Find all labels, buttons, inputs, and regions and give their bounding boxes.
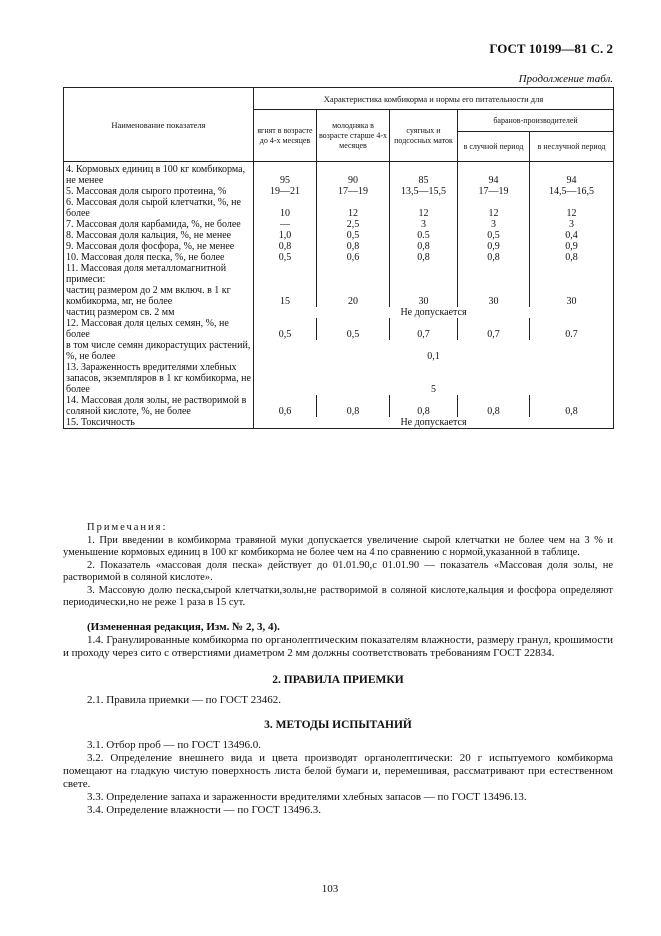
value-cell: 0,6 <box>254 395 317 417</box>
indicator-name: 15. Токсичность <box>64 417 254 429</box>
indicator-name: 13. Зараженность вредителями хлебных запасов, экземпляров в 1 кг комбикорма, не более <box>64 362 254 395</box>
value-cell: 85 <box>390 162 458 187</box>
indicator-name: 5. Массовая доля сырого протеина, % <box>64 186 254 197</box>
value-cell: 0,8 <box>530 252 614 263</box>
value-cell-span: 0,1 <box>254 340 614 362</box>
indicator-name: 8. Массовая доля кальция, %, не менее <box>64 230 254 241</box>
value-cell: 0,8 <box>317 395 390 417</box>
value-cell: 3 <box>530 219 614 230</box>
value-cell-span: Не допускается <box>254 417 614 429</box>
value-cell: 0,7 <box>390 318 458 340</box>
value-cell: 0,5 <box>458 230 530 241</box>
value-cell: 3 <box>458 219 530 230</box>
value-cell: 0,8 <box>458 395 530 417</box>
table-continuation-note: Продолжение табл. <box>518 73 613 85</box>
value-cell: 94 <box>530 162 614 187</box>
value-cell: 0,9 <box>458 241 530 252</box>
column-header-indicator: Наименование показателя <box>64 88 254 162</box>
column-group-rams: баранов-производителей <box>458 110 614 132</box>
value-cell: 3 <box>390 219 458 230</box>
table-row <box>64 285 614 307</box>
value-cell: 13,5—15,5 <box>390 186 458 197</box>
value-cell: 0,8 <box>390 395 458 417</box>
paragraph-3-1: 3.1. Отбор проб — по ГОСТ 13496.0. <box>87 739 261 751</box>
value-cell: 0,5 <box>317 230 390 241</box>
notes-title: Примечания: <box>87 522 168 533</box>
nutrition-table <box>63 87 614 429</box>
table-row <box>64 241 614 252</box>
table-row <box>64 230 614 241</box>
indicator-name: 14. Массовая доля золы, не растворимой в соляной кислоте, %, не более <box>64 395 254 417</box>
value-cell: 10 <box>254 197 317 219</box>
value-cell: 94 <box>458 162 530 187</box>
paragraph-3-3: 3.3. Определение запаха и зараженности вредителями хлебных запасов — по ГОСТ 13496.13. <box>87 791 527 803</box>
value-cell: 0,4 <box>530 230 614 241</box>
paragraph-1-4: 1.4. Гранулированные комбикорма по органолептическим показателям влажности, размеру гранул, крошимости и проходу через сито с отверстиями диаметром 2 мм должны соответствовать требованиям ГОСТ 22834. <box>63 634 613 659</box>
indicator-name: 11. Массовая доля металломагнитной примеси: <box>64 263 254 285</box>
table-row <box>64 197 614 219</box>
paragraph-3-2: 3.2. Определение внешнего вида и цвета производят органолептически: 20 г испытуемого комбикорма помещают на гладкую чистую поверхность листа белой бумаги и, перемешивая, рассматривают при естественном свете. <box>63 752 613 790</box>
table-row <box>64 417 614 429</box>
value-cell: 15 <box>254 285 317 307</box>
indicator-name: 7. Массовая доля карбамида, %, не более <box>64 219 254 230</box>
indicator-name: 10. Массовая доля песка, %, не более <box>64 252 254 263</box>
value-cell <box>458 263 530 285</box>
value-cell-span: Не допускается <box>254 307 614 318</box>
edition-note: (Измененная редакция, Изм. № 2, 3, 4). <box>87 621 280 633</box>
table-row <box>64 252 614 263</box>
value-cell <box>254 263 317 285</box>
table-row <box>64 362 614 395</box>
value-cell <box>530 263 614 285</box>
column-group-header: Характеристика комбикорма и нормы его питательности для <box>254 88 614 110</box>
value-cell: 12 <box>390 197 458 219</box>
indicator-name: 12. Массовая доля целых семян, %, не более <box>64 318 254 340</box>
value-cell <box>317 263 390 285</box>
value-cell: 17—19 <box>458 186 530 197</box>
page-header: ГОСТ 10199—81 С. 2 <box>489 41 613 56</box>
value-cell: 0,7 <box>458 318 530 340</box>
indicator-name: 4. Кормовых единиц в 100 кг комбикорма, не менее <box>64 162 254 187</box>
table-row <box>64 162 614 187</box>
note-3: 3. Массовую долю песка,сырой клетчатки,золы,не растворимой в соляной кислоте,кальция и фосфора определяют периодически,но не реже 1 раза в 15 сут. <box>63 584 613 608</box>
section-3-title: 3. МЕТОДЫ ИСПЫТАНИЙ <box>264 719 412 731</box>
table-row <box>64 263 614 285</box>
indicator-name: в том числе семян дикорастущих растений, %, не более <box>64 340 254 362</box>
value-cell: 30 <box>390 285 458 307</box>
value-cell: 17—19 <box>317 186 390 197</box>
value-cell: 30 <box>530 285 614 307</box>
value-cell-span: 5 <box>254 362 614 395</box>
table-row <box>64 307 614 318</box>
value-cell: 20 <box>317 285 390 307</box>
indicator-name: 6. Массовая доля сырой клетчатки, %, не более <box>64 197 254 219</box>
value-cell: 0.5 <box>390 230 458 241</box>
value-cell: 12 <box>317 197 390 219</box>
note-2: 2. Показатель «массовая доля песка» действует до 01.01.90,с 01.01.90 — показатель «Массовая доля золы, не растворимой в соляной кислоте». <box>63 559 613 583</box>
note-1: 1. При введении в комбикорма травяной муки допускается увеличение сырой клетчатки не более чем на 3 % и уменьшение кормовых единиц в 100 кг комбикорма не более чем на 4 по сравнению с нормой,указанной в таблице. <box>63 534 613 558</box>
value-cell: 2,5 <box>317 219 390 230</box>
column-header-young: молодняка в возрасте старше 4-х месяцев <box>317 110 390 162</box>
value-cell: 0,9 <box>530 241 614 252</box>
value-cell: 0,8 <box>458 252 530 263</box>
column-header-rams-mating: в случной период <box>458 132 530 162</box>
value-cell: 95 <box>254 162 317 187</box>
table-row <box>64 395 614 417</box>
value-cell: 0,8 <box>390 252 458 263</box>
table-row <box>64 219 614 230</box>
table-row <box>64 340 614 362</box>
value-cell: 90 <box>317 162 390 187</box>
value-cell <box>390 263 458 285</box>
column-header-lambs: ягнят в возрасте до 4-х месяцев <box>254 110 317 162</box>
value-cell: — <box>254 219 317 230</box>
indicator-name: частиц размером до 2 мм включ. в 1 кг комбикорма, мг, не более <box>64 285 254 307</box>
body-text <box>63 621 613 817</box>
value-cell: 0,6 <box>317 252 390 263</box>
table-row <box>64 318 614 340</box>
paragraph-3-4: 3.4. Определение влажности — по ГОСТ 13496.3. <box>87 804 321 816</box>
indicator-name: частиц размером св. 2 мм <box>64 307 254 318</box>
value-cell: 0,8 <box>317 241 390 252</box>
value-cell: 1,0 <box>254 230 317 241</box>
value-cell: 0,8 <box>530 395 614 417</box>
value-cell: 0,5 <box>317 318 390 340</box>
indicator-name: 9. Массовая доля фосфора, %, не менее <box>64 241 254 252</box>
section-2-title: 2. ПРАВИЛА ПРИЕМКИ <box>272 674 404 686</box>
column-header-rams-nonmating: в неслучной период <box>530 132 614 162</box>
page-number: 103 <box>321 883 339 895</box>
value-cell: 0,5 <box>254 252 317 263</box>
value-cell: 0,8 <box>390 241 458 252</box>
value-cell: 12 <box>530 197 614 219</box>
value-cell: 0,5 <box>254 318 317 340</box>
value-cell: 0.7 <box>530 318 614 340</box>
column-header-ewes: суягных и подсосных маток <box>390 110 458 162</box>
value-cell: 19—21 <box>254 186 317 197</box>
notes-block <box>63 522 613 610</box>
value-cell: 0,8 <box>254 241 317 252</box>
value-cell: 14,5—16,5 <box>530 186 614 197</box>
paragraph-2-1: 2.1. Правила приемки — по ГОСТ 23462. <box>87 694 281 706</box>
table-row <box>64 186 614 197</box>
value-cell: 12 <box>458 197 530 219</box>
value-cell: 30 <box>458 285 530 307</box>
